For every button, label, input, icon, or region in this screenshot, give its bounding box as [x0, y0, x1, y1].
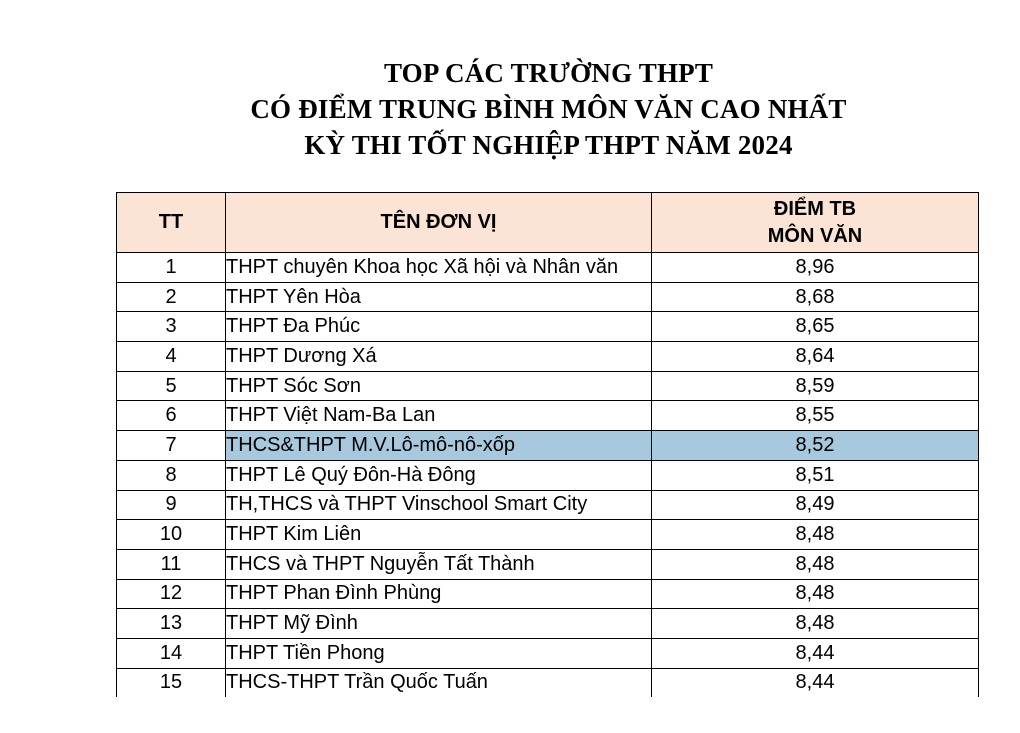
row-name: THPT Kim Liên	[226, 520, 652, 550]
row-name: THPT Tiền Phong	[226, 638, 652, 668]
table-row	[117, 520, 979, 550]
ranking-table	[116, 192, 979, 697]
row-name: THCS-THPT Trần Quốc Tuấn	[226, 668, 652, 697]
header-name: TÊN ĐƠN VỊ	[226, 193, 652, 253]
row-tt: 15	[117, 668, 226, 697]
row-score: 8,44	[652, 638, 979, 668]
row-score: 8,59	[652, 371, 979, 401]
row-score: 8,51	[652, 460, 979, 490]
table-header-row	[117, 193, 979, 253]
row-name: THCS&THPT M.V.Lô-mô-nô-xốp	[226, 431, 652, 461]
table-row	[117, 638, 979, 668]
row-score: 8,48	[652, 609, 979, 639]
table-row	[117, 609, 979, 639]
row-name: THPT Lê Quý Đôn-Hà Đông	[226, 460, 652, 490]
row-name: THPT Yên Hòa	[226, 282, 652, 312]
header-tt: TT	[117, 193, 226, 253]
row-score: 8,49	[652, 490, 979, 520]
row-tt: 9	[117, 490, 226, 520]
table-row	[117, 371, 979, 401]
table-row	[117, 401, 979, 431]
title-line-2: CÓ ĐIỂM TRUNG BÌNH MÔN VĂN CAO NHẤT	[250, 94, 847, 124]
row-name: THPT chuyên Khoa học Xã hội và Nhân văn	[226, 253, 652, 283]
row-name: THPT Mỹ Đình	[226, 609, 652, 639]
row-tt: 8	[117, 460, 226, 490]
table-row	[117, 579, 979, 609]
header-score-line-1: ĐIỂM TB	[773, 197, 857, 220]
table-row	[117, 431, 979, 461]
row-tt: 1	[117, 253, 226, 283]
row-name: TH,THCS và THPT Vinschool Smart City	[226, 490, 652, 520]
table-row	[117, 549, 979, 579]
row-score: 8,65	[652, 312, 979, 342]
header-score	[652, 193, 979, 253]
row-score: 8,44	[652, 668, 979, 697]
table-row	[117, 253, 979, 283]
row-tt: 10	[117, 520, 226, 550]
row-tt: 14	[117, 638, 226, 668]
row-score: 8,52	[652, 431, 979, 461]
row-score: 8,48	[652, 579, 979, 609]
table-row	[117, 312, 979, 342]
document-title	[0, 55, 1020, 163]
row-tt: 7	[117, 431, 226, 461]
title-line-1: TOP CÁC TRƯỜNG THPT	[383, 58, 714, 88]
table-row	[117, 282, 979, 312]
row-name: THPT Đa Phúc	[226, 312, 652, 342]
row-score: 8,68	[652, 282, 979, 312]
title-line-3: KỲ THI TỐT NGHIỆP THPT NĂM 2024	[304, 130, 793, 160]
row-score: 8,48	[652, 520, 979, 550]
row-tt: 5	[117, 371, 226, 401]
row-name: THPT Sóc Sơn	[226, 371, 652, 401]
row-tt: 12	[117, 579, 226, 609]
row-tt: 6	[117, 401, 226, 431]
row-score: 8,48	[652, 549, 979, 579]
row-score: 8,64	[652, 342, 979, 372]
table-body	[117, 253, 979, 698]
row-tt: 11	[117, 549, 226, 579]
table-row	[117, 342, 979, 372]
table-row	[117, 668, 979, 697]
header-score-line-2: MÔN VĂN	[767, 224, 863, 247]
row-tt: 4	[117, 342, 226, 372]
table-row	[117, 490, 979, 520]
row-name: THPT Việt Nam-Ba Lan	[226, 401, 652, 431]
row-name: THPT Phan Đình Phùng	[226, 579, 652, 609]
row-score: 8,55	[652, 401, 979, 431]
row-tt: 13	[117, 609, 226, 639]
row-name: THPT Dương Xá	[226, 342, 652, 372]
table-row	[117, 460, 979, 490]
row-score: 8,96	[652, 253, 979, 283]
row-name: THCS và THPT Nguyễn Tất Thành	[226, 549, 652, 579]
row-tt: 3	[117, 312, 226, 342]
row-tt: 2	[117, 282, 226, 312]
